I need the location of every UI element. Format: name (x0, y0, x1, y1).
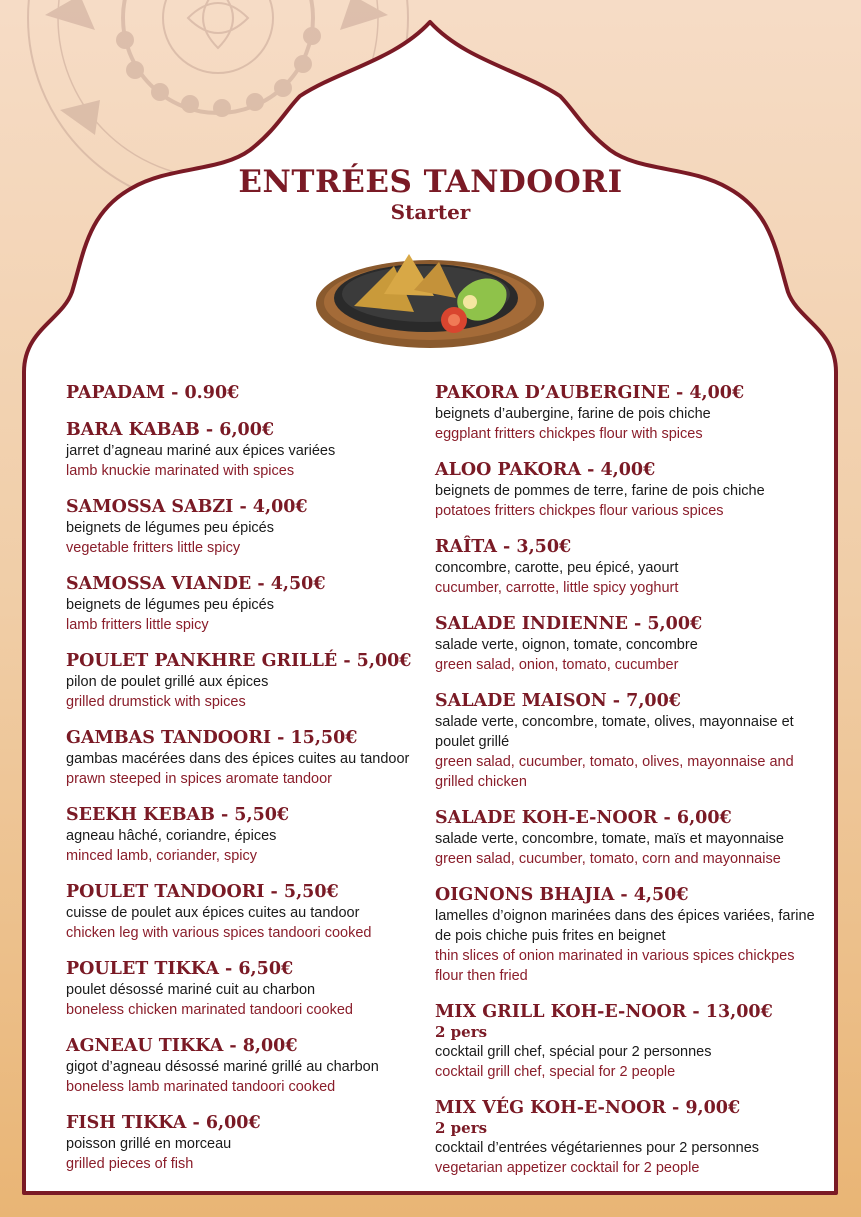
menu-item (435, 1001, 815, 1082)
menu-item-description-en: grilled pieces of fish (66, 1156, 194, 1172)
menu-item-description-fr: beignets de légumes peu épicés (66, 520, 274, 536)
menu-item-description-fr: poisson grillé en morceau (66, 1136, 232, 1152)
menu-item-description-fr: salade verte, concombre, tomate, olives, mayonnaise et poulet grillé (435, 714, 794, 750)
menu-item-portion: 2 pers (435, 1023, 488, 1041)
menu-item-name: SAMOSSA VIANDE - 4,50€ (66, 574, 326, 594)
menu-item-description-en: green salad, cucumber, tomato, corn and mayonnaise (435, 851, 781, 867)
menu-item-description-fr: cocktail grill chef, spécial pour 2 personnes (435, 1044, 712, 1060)
menu-item (435, 382, 815, 444)
menu-item-description-en: boneless chicken marinated tandoori cooked (66, 1002, 353, 1018)
menu-item-description-fr: cuisse de poulet aux épices cuites au tandoor (66, 905, 360, 921)
menu-item-name: MIX VÉG KOH-E-NOOR - 9,00€ (435, 1098, 741, 1118)
menu-item-name: RAÎTA - 3,50€ (435, 537, 572, 557)
menu-item-name: SALADE INDIENNE - 5,00€ (435, 614, 703, 634)
menu-item-name: SALADE MAISON - 7,00€ (435, 691, 681, 711)
menu-item-description-fr: lamelles d’oignon marinées dans des épices variées, farine de pois chiche puis frites en beignet (435, 908, 815, 944)
menu-item (66, 727, 446, 789)
menu-item (435, 613, 815, 675)
menu-item-portion: 2 pers (435, 1119, 488, 1137)
menu-item-description-fr: concombre, carotte, peu épicé, yaourt (435, 560, 679, 576)
menu-item-description-fr: gambas macérées dans des épices cuites au tandoor (66, 751, 410, 767)
menu-item-name: PAPADAM - 0.90€ (66, 383, 240, 403)
menu-item-description-fr: pilon de poulet grillé aux épices (66, 674, 269, 690)
menu-item-name: POULET PANKHRE GRILLÉ - 5,00€ (66, 651, 412, 671)
menu-item-description-fr: poulet désossé mariné cuit au charbon (66, 982, 316, 998)
menu-item-name: GAMBAS TANDOORI - 15,50€ (66, 728, 358, 748)
menu-item-description-en: boneless lamb marinated tandoori cooked (66, 1079, 336, 1095)
menu-item-description-en: prawn steeped in spices aromate tandoor (66, 771, 332, 787)
right-menu-column (435, 382, 815, 1193)
menu-item (66, 382, 446, 404)
menu-item-name: BARA KABAB - 6,00€ (66, 420, 275, 440)
menu-item (435, 690, 815, 792)
menu-item-description-en: grilled drumstick with spices (66, 694, 246, 710)
menu-item (66, 1112, 446, 1174)
menu-item-description-en: chicken leg with various spices tandoori cooked (66, 925, 372, 941)
menu-item-description-fr: gigot d’agneau désossé mariné grillé au charbon (66, 1059, 379, 1075)
menu-item-description-fr: agneau hâché, coriandre, épices (66, 828, 277, 844)
menu-item (435, 807, 815, 869)
menu-item-name: AGNEAU TIKKA - 8,00€ (66, 1036, 298, 1056)
menu-item-description-fr: beignets de légumes peu épicés (66, 597, 274, 613)
menu-item-description-fr: beignets de pommes de terre, farine de pois chiche (435, 483, 765, 499)
menu-item (66, 1035, 446, 1097)
menu-item-description-en: potatoes fritters chickpes flour various spices (435, 503, 724, 519)
menu-item-name: MIX GRILL KOH-E-NOOR - 13,00€ (435, 1002, 773, 1022)
menu-item-description-en: cocktail grill chef, special for 2 people (435, 1064, 676, 1080)
menu-item-name: SALADE KOH-E-NOOR - 6,00€ (435, 808, 732, 828)
menu-item-name: SAMOSSA SABZI - 4,00€ (66, 497, 308, 517)
menu-item (66, 496, 446, 558)
menu-item (66, 958, 446, 1020)
menu-item-description-en: vegetable fritters little spicy (66, 540, 241, 556)
menu-item-description-en: eggplant fritters chickpes flour with spices (435, 426, 703, 442)
menu-item-name: POULET TANDOORI - 5,50€ (66, 882, 339, 902)
menu-item (435, 536, 815, 598)
left-menu-column (66, 382, 446, 1189)
menu-item (66, 804, 446, 866)
menu-item (66, 881, 446, 943)
menu-item-name: POULET TIKKA - 6,50€ (66, 959, 294, 979)
page-title: ENTRÉES TANDOORI (238, 164, 623, 200)
menu-item-description-en: vegetarian appetizer cocktail for 2 people (435, 1160, 700, 1176)
menu-item-description-en: thin slices of onion marinated in various spices chickpes flour then fried (435, 948, 795, 984)
menu-item-description-en: green salad, cucumber, tomato, olives, mayonnaise and grilled chicken (435, 754, 794, 790)
menu-item-description-en: cucumber, carrotte, little spicy yoghurt (435, 580, 679, 596)
menu-item-description-en: lamb knuckie marinated with spices (66, 463, 295, 479)
menu-item-name: PAKORA D’AUBERGINE - 4,00€ (435, 383, 745, 403)
menu-item (435, 1097, 815, 1178)
page-subtitle: Starter (390, 200, 471, 224)
menu-item-description-fr: salade verte, concombre, tomate, maïs et mayonnaise (435, 831, 784, 847)
menu-item (66, 650, 446, 712)
menu-item (66, 573, 446, 635)
menu-item-description-en: green salad, onion, tomato, cucumber (435, 657, 679, 673)
menu-item-name: OIGNONS BHAJIA - 4,50€ (435, 885, 689, 905)
menu-item-name: FISH TIKKA - 6,00€ (66, 1113, 261, 1133)
menu-item (66, 419, 446, 481)
menu-item-description-fr: beignets d’aubergine, farine de pois chiche (435, 406, 711, 422)
menu-item-description-fr: jarret d’agneau mariné aux épices variées (66, 443, 336, 459)
menu-item (435, 459, 815, 521)
menu-item-description-en: minced lamb, coriander, spicy (66, 848, 257, 864)
menu-item-description-fr: salade verte, oignon, tomate, concombre (435, 637, 698, 653)
menu-item-description-en: lamb fritters little spicy (66, 617, 209, 633)
menu-item-name: SEEKH KEBAB - 5,50€ (66, 805, 290, 825)
menu-item (435, 884, 815, 986)
menu-item-description-fr: cocktail d’entrées végétariennes pour 2 personnes (435, 1140, 760, 1156)
samosa-plate-image (314, 244, 546, 356)
menu-item-name: ALOO PAKORA - 4,00€ (435, 460, 656, 480)
